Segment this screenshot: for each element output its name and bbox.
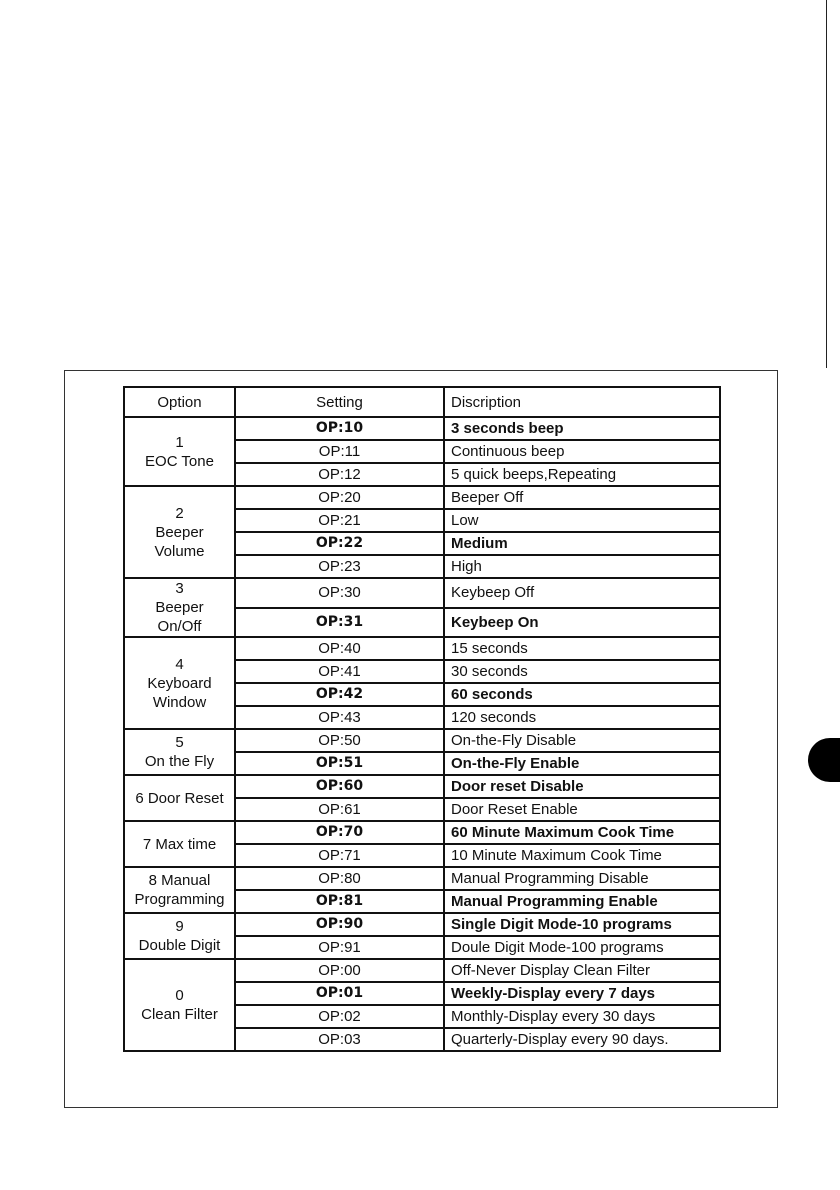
option-label-line: 0: [175, 987, 184, 1004]
option-cell: [124, 729, 235, 775]
description-cell: Medium: [444, 532, 720, 555]
table-row: [124, 913, 720, 936]
option-label-line: Keyboard: [147, 674, 212, 692]
table-row: [124, 867, 720, 890]
setting-cell: OP:12: [235, 463, 444, 486]
header-description: Discription: [444, 387, 720, 417]
option-label-line: Programming: [134, 891, 225, 908]
table-row: [124, 578, 720, 608]
option-label-line: 6 Door Reset: [135, 789, 224, 807]
description-cell: Keybeep Off: [444, 578, 720, 608]
setting-cell: OP:11: [235, 440, 444, 463]
setting-cell: OP:50: [235, 729, 444, 752]
option-label-line: Double Digit: [138, 937, 221, 954]
option-label-line: Beeper: [155, 599, 204, 616]
setting-cell: OP:02: [235, 1005, 444, 1028]
description-cell: Continuous beep: [444, 440, 720, 463]
section-tab-marker: [808, 738, 840, 782]
description-cell: Door Reset Enable: [444, 798, 720, 821]
description-cell: 60 Minute Maximum Cook Time: [444, 821, 720, 844]
option-cell: [124, 486, 235, 578]
setting-cell: OP:43: [235, 706, 444, 729]
description-cell: Monthly-Display every 30 days: [444, 1005, 720, 1028]
description-cell: 15 seconds: [444, 637, 720, 660]
table-row: [124, 486, 720, 509]
description-cell: Beeper Off: [444, 486, 720, 509]
option-cell: [124, 417, 235, 486]
table-row: [124, 637, 720, 660]
description-cell: 120 seconds: [444, 706, 720, 729]
option-label-line: 4: [175, 655, 184, 673]
description-cell: High: [444, 555, 720, 578]
description-cell: Off-Never Display Clean Filter: [444, 959, 720, 982]
option-label-line: Volume: [154, 542, 205, 560]
setting-cell: OP:60: [235, 775, 444, 798]
description-cell: On-the-Fly Enable: [444, 752, 720, 775]
description-cell: Weekly-Display every 7 days: [444, 982, 720, 1005]
setting-cell: OP:51: [235, 752, 444, 775]
option-cell: [124, 578, 235, 637]
option-cell: [124, 821, 235, 867]
description-cell: 30 seconds: [444, 660, 720, 683]
description-cell: Quarterly-Display every 90 days.: [444, 1028, 720, 1051]
setting-cell: OP:31: [235, 608, 444, 638]
option-label-line: 7 Max time: [142, 835, 217, 853]
option-cell: [124, 637, 235, 729]
setting-cell: OP:20: [235, 486, 444, 509]
option-cell: [124, 913, 235, 959]
option-label-line: EOC Tone: [145, 452, 214, 470]
description-cell: Manual Programming Disable: [444, 867, 720, 890]
setting-cell: OP:00: [235, 959, 444, 982]
description-cell: 5 quick beeps,Repeating: [444, 463, 720, 486]
description-cell: 10 Minute Maximum Cook Time: [444, 844, 720, 867]
table-row: [124, 729, 720, 752]
option-label-line: 2: [175, 504, 184, 522]
setting-cell: OP:01: [235, 982, 444, 1005]
table-row: [124, 821, 720, 844]
option-label-line: 3: [175, 580, 184, 597]
cut-line: [826, 0, 827, 368]
setting-cell: OP:03: [235, 1028, 444, 1051]
header-setting: Setting: [235, 387, 444, 417]
setting-cell: OP:10: [235, 417, 444, 440]
option-label-line: Clean Filter: [141, 1006, 218, 1023]
option-label-line: 9: [175, 918, 184, 935]
setting-cell: OP:40: [235, 637, 444, 660]
setting-cell: OP:23: [235, 555, 444, 578]
setting-cell: OP:30: [235, 578, 444, 608]
option-cell: [124, 867, 235, 913]
setting-cell: OP:22: [235, 532, 444, 555]
setting-cell: OP:90: [235, 913, 444, 936]
option-cell: [124, 959, 235, 1051]
table-row: [124, 775, 720, 798]
setting-cell: OP:61: [235, 798, 444, 821]
setting-cell: OP:71: [235, 844, 444, 867]
option-label-line: Window: [152, 693, 207, 711]
description-cell: 3 seconds beep: [444, 417, 720, 440]
setting-cell: OP:80: [235, 867, 444, 890]
description-cell: 60 seconds: [444, 683, 720, 706]
table-row: [124, 959, 720, 982]
option-label-line: On/Off: [157, 618, 202, 635]
option-label-line: 8 Manual: [148, 872, 211, 889]
options-table: [123, 386, 721, 1052]
option-cell: [124, 775, 235, 821]
description-cell: Door reset Disable: [444, 775, 720, 798]
option-label-line: On the Fly: [144, 753, 215, 770]
option-label-line: 1: [175, 433, 184, 451]
setting-cell: OP:42: [235, 683, 444, 706]
setting-cell: OP:81: [235, 890, 444, 913]
header-option: Option: [124, 387, 235, 417]
description-cell: Single Digit Mode-10 programs: [444, 913, 720, 936]
setting-cell: OP:70: [235, 821, 444, 844]
option-label-line: Beeper: [155, 523, 204, 541]
description-cell: Keybeep On: [444, 608, 720, 638]
description-cell: Low: [444, 509, 720, 532]
table-body: [124, 417, 720, 1051]
header-row: [124, 387, 720, 417]
setting-cell: OP:41: [235, 660, 444, 683]
description-cell: Manual Programming Enable: [444, 890, 720, 913]
option-label-line: 5: [175, 734, 184, 751]
description-cell: Doule Digit Mode-100 programs: [444, 936, 720, 959]
setting-cell: OP:21: [235, 509, 444, 532]
setting-cell: OP:91: [235, 936, 444, 959]
description-cell: On-the-Fly Disable: [444, 729, 720, 752]
table-row: [124, 417, 720, 440]
